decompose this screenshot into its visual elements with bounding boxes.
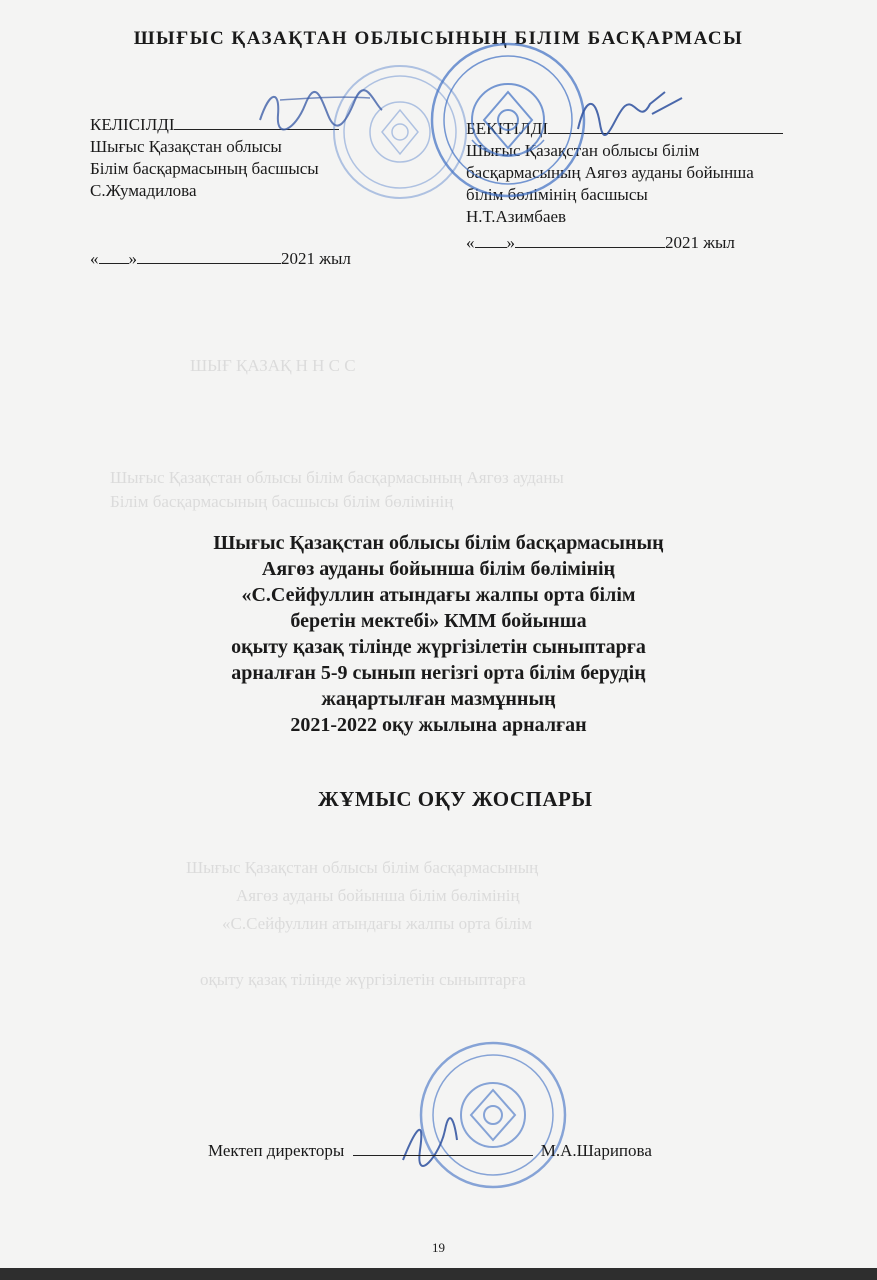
plan-title: ЖҰМЫС ОҚУ ЖОСПАРЫ: [318, 787, 593, 811]
date-quote-close: »: [128, 249, 137, 268]
stamp-right-icon: [428, 40, 588, 200]
bleed-through-text: Аягөз ауданы бойынша білім бөлімінің: [236, 886, 520, 905]
approval-right-date: [466, 232, 783, 254]
main-title-line: беретін мектебі» КММ бойынша: [290, 610, 587, 632]
date-month-line: [137, 248, 281, 264]
main-title-line: жаңартылған мазмұнның: [321, 688, 556, 710]
date-quote-open: «: [90, 249, 99, 268]
bleed-through-text: Білім басқармасының басшысы білім бөлімінің: [110, 492, 454, 511]
approval-left-line: С.Жумадилова: [90, 181, 197, 200]
main-title-line: 2021-2022 оқу жылына арналған: [290, 714, 587, 736]
date-day-line: [99, 248, 129, 264]
bleed-through-text: «С.Сейфуллин атындағы жалпы орта білім: [222, 914, 533, 933]
approval-left-line: Білім басқармасының басшысы: [90, 159, 319, 178]
approval-right-line: Н.Т.Азимбаев: [466, 207, 567, 226]
signature-line: [353, 1140, 533, 1156]
main-title-line: Аягөз ауданы бойынша білім бөлімінің: [261, 558, 616, 580]
date-quote-open: «: [466, 233, 475, 252]
bleed-through-text: ШЫҒ ҚАЗАҚ Н Н С С: [190, 356, 356, 375]
approval-right-line: білім бөлімінің басшысы: [466, 185, 648, 204]
date-day-line: [475, 232, 507, 248]
main-title-line: Шығыс Қазақстан облысы білім басқармасының: [213, 532, 664, 554]
main-title-line: оқыту қазақ тілінде жүргізілетін сыныптарға: [231, 636, 646, 658]
page-number: 19: [432, 1240, 445, 1255]
approval-right-label: БЕКІТІЛДІ: [466, 119, 548, 138]
date-year: 2021 жыл: [281, 249, 351, 268]
main-title-line: «С.Сейфуллин атындағы жалпы орта білім: [241, 584, 636, 606]
director-label: Мектеп директоры: [208, 1141, 345, 1160]
director-signature-row: [208, 1140, 652, 1161]
approval-left-date: [90, 248, 351, 270]
approval-left-label: КЕЛІСІЛДІ: [90, 115, 175, 134]
approval-left-line: Шығыс Қазақстан облысы: [90, 137, 282, 156]
main-title-line: арналған 5-9 сынып негізгі орта білім берудің: [231, 662, 646, 684]
main-title: [0, 530, 877, 738]
approval-right-line: басқармасының Аягөз ауданы бойынша: [466, 163, 754, 182]
scan-edge-bar: [0, 1268, 877, 1280]
signature-left-icon: [250, 80, 390, 140]
bleed-through-text: Шығыс Қазақстан облысы білім басқармасының: [186, 858, 539, 877]
signature-right-icon: [570, 84, 690, 144]
date-month-line: [515, 232, 665, 248]
director-name: М.А.Шарипова: [540, 1141, 652, 1160]
bleed-through-text: Шығыс Қазақстан облысы білім басқармасының Аягөз ауданы: [110, 468, 564, 487]
bleed-through-text: оқыту қазақ тілінде жүргізілетін сыныптарға: [200, 970, 526, 989]
approval-right-line: Шығыс Қазақстан облысы білім: [466, 141, 700, 160]
date-year: 2021 жыл: [665, 233, 735, 252]
header-title: ШЫҒЫС ҚАЗАҚТАН ОБЛЫСЫНЫҢ БІЛІМ БАСҚАРМАСЫ: [133, 28, 744, 49]
date-quote-close: »: [506, 233, 515, 252]
